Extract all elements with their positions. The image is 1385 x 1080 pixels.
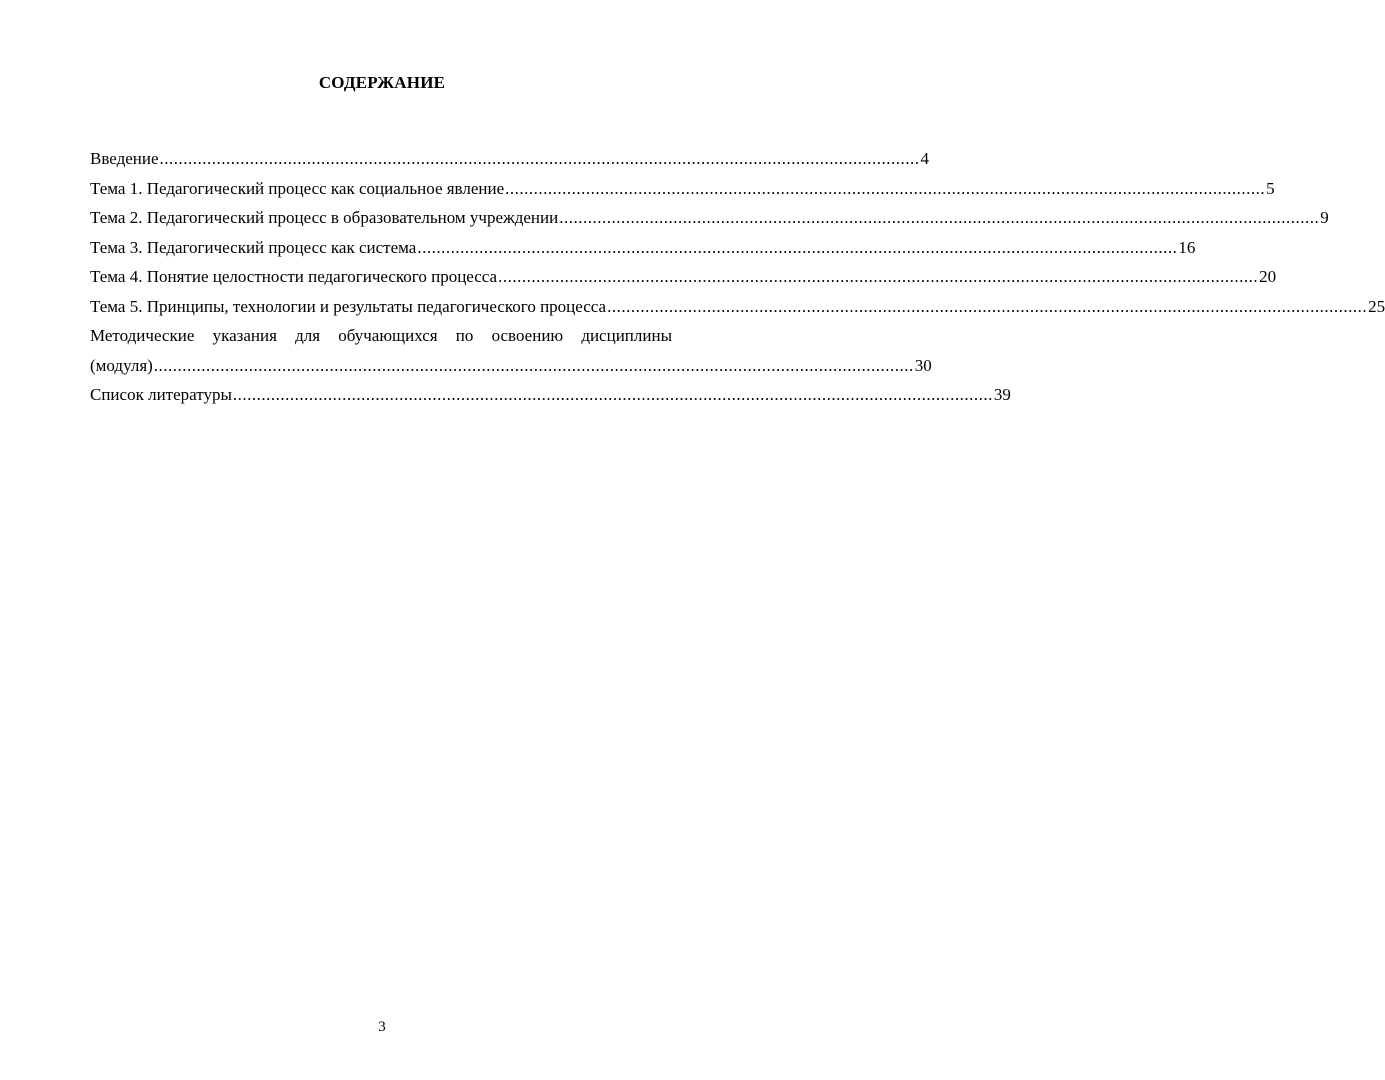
toc-dot-leader: ................................................................................................................................................................ (153, 355, 914, 375)
toc-dot-leader: ................................................................................................................................................................ (505, 178, 1266, 198)
toc-entry-title: Список литературы (90, 385, 232, 404)
toc-dot-leader: ................................................................................................................................................................ (417, 237, 1178, 257)
page-number: 3 (378, 1019, 386, 1035)
toc-entry-title: Тема 5. Принципы, технологии и результаты педагогического процесса (90, 296, 607, 316)
toc-entry-title: Тема 3. Педагогический процесс как система (90, 237, 417, 257)
toc-entry-title: Введение (90, 149, 159, 168)
toc-entry-title: Тема 1. Педагогический процесс как социальное явление (90, 178, 505, 198)
toc-entry-title: Методические указания для обучающихся по освоению дисциплины (90, 326, 672, 345)
toc-entry-page: 16 (1178, 237, 1196, 257)
table-of-contents (90, 144, 1385, 410)
page-title: СОДЕРЖАНИЕ (318, 73, 446, 92)
toc-entry-topic-1[interactable] (90, 174, 1275, 204)
toc-dot-leader: ................................................................................................................................................................ (607, 296, 1368, 316)
toc-entry-page: 4 (920, 149, 930, 168)
toc-entry-topic-2[interactable] (90, 203, 1329, 233)
toc-entry-page: 5 (1266, 178, 1275, 198)
toc-entry-page: 9 (1320, 208, 1329, 227)
toc-entry-methodical-line-2[interactable] (90, 351, 932, 381)
toc-entry-page: 20 (1259, 267, 1277, 286)
toc-entry-methodical-line-1[interactable] (90, 321, 672, 351)
toc-dot-leader: ................................................................................................................................................................ (559, 208, 1320, 227)
toc-entry-topic-4[interactable] (90, 262, 1277, 292)
toc-dot-leader: ................................................................................................................................................................ (159, 149, 920, 168)
toc-entry-introduction[interactable] (90, 144, 930, 174)
toc-dot-leader: ................................................................................................................................................................ (232, 385, 993, 404)
toc-entry-page: 30 (914, 355, 932, 375)
toc-entry-topic-3[interactable] (90, 233, 1196, 263)
toc-dot-leader: ................................................................................................................................................................ (498, 267, 1259, 286)
toc-entry-title: (модуля) (90, 355, 153, 375)
toc-entry-page: 39 (993, 385, 1011, 404)
toc-entry-title: Тема 2. Педагогический процесс в образовательном учреждении (90, 208, 559, 227)
toc-entry-page: 25 (1368, 296, 1385, 316)
toc-entry-title: Тема 4. Понятие целостности педагогического процесса (90, 267, 498, 286)
toc-entry-literature[interactable] (90, 380, 1011, 410)
toc-entry-topic-5[interactable] (90, 292, 1385, 322)
